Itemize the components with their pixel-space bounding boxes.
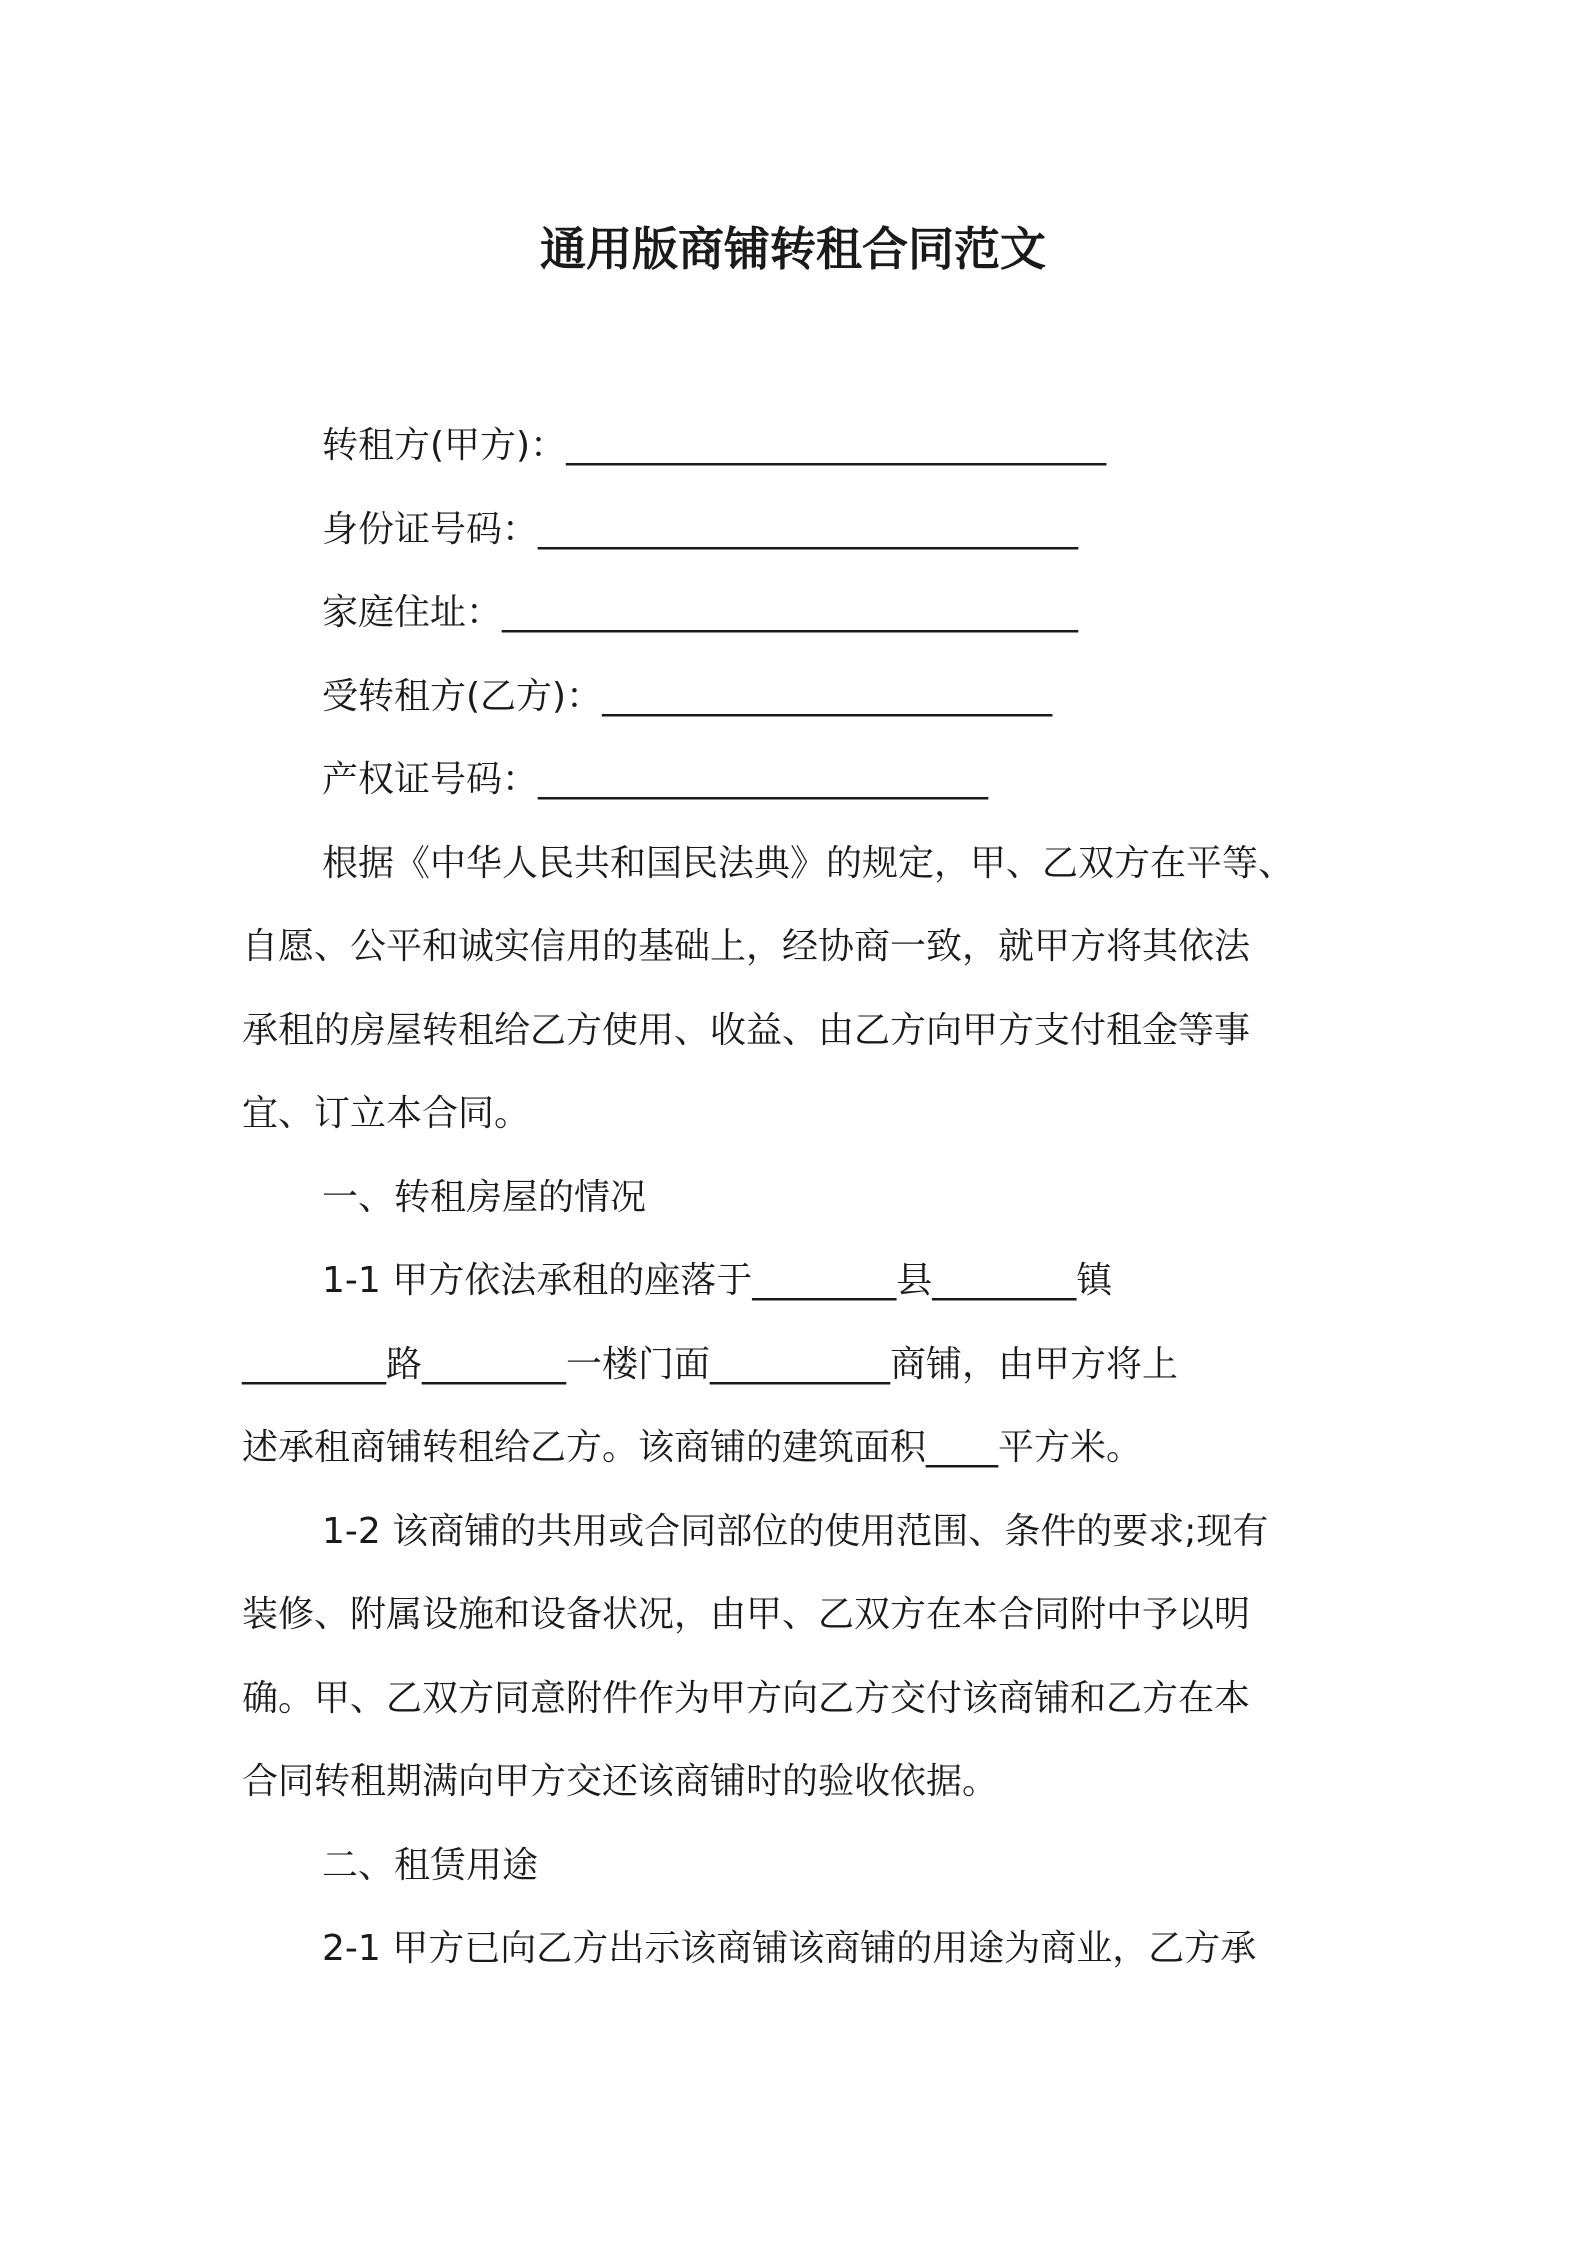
clause-1-2-line-4: 合同转租期满向甲方交还该商铺时的验收依据。 xyxy=(242,1761,999,1802)
section-heading-1: 一、转租房屋的情况 xyxy=(322,1176,647,1218)
home-address-field: 家庭住址：________________________________ xyxy=(322,592,1079,633)
preamble-line-4: 宜、订立本合同。 xyxy=(242,1093,531,1134)
lessor-field: 转租方(甲方)：______________________________ xyxy=(322,425,1107,466)
preamble-line-2: 自愿、公平和诚实信用的基础上，经协商一致，就甲方将其依法 xyxy=(242,926,1251,967)
clause-1-2-line-3: 确。甲、乙双方同意附件作为甲方向乙方交付该商铺和乙方在本 xyxy=(242,1677,1251,1719)
document-title: 通用版商铺转租合同范文 xyxy=(540,222,1046,276)
property-certificate-field: 产权证号码：_________________________ xyxy=(322,759,989,800)
clause-1-2-line-2: 装修、附属设施和设备状况，由甲、乙双方在本合同附中予以明 xyxy=(242,1594,1251,1635)
clause-1-1-line-1: 1-1 甲方依法承租的座落于________县________镇 xyxy=(322,1260,1113,1301)
clause-1-1-line-2: ________路________一楼门面__________商铺，由甲方将上 xyxy=(242,1343,1179,1385)
section-heading-2: 二、租赁用途 xyxy=(322,1844,539,1886)
clause-2-1-line-1: 2-1 甲方已向乙方出示该商铺该商铺的用途为商业，乙方承 xyxy=(322,1928,1257,1969)
preamble-line-3: 承租的房屋转租给乙方使用、收益、由乙方向甲方支付租金等事 xyxy=(242,1009,1251,1051)
preamble-line-1: 根据《中华人民共和国民法典》的规定，甲、乙双方在平等、 xyxy=(322,842,1295,884)
document-body xyxy=(242,404,1352,1991)
id-number-field: 身份证号码：______________________________ xyxy=(322,508,1079,550)
clause-1-2-line-1: 1-2 该商铺的共用或合同部位的使用范围、条件的要求;现有 xyxy=(322,1510,1269,1552)
sublessee-field: 受转租方(乙方)：_________________________ xyxy=(322,675,1053,717)
clause-1-1-line-3: 述承租商铺转租给乙方。该商铺的建筑面积____平方米。 xyxy=(242,1427,1143,1468)
